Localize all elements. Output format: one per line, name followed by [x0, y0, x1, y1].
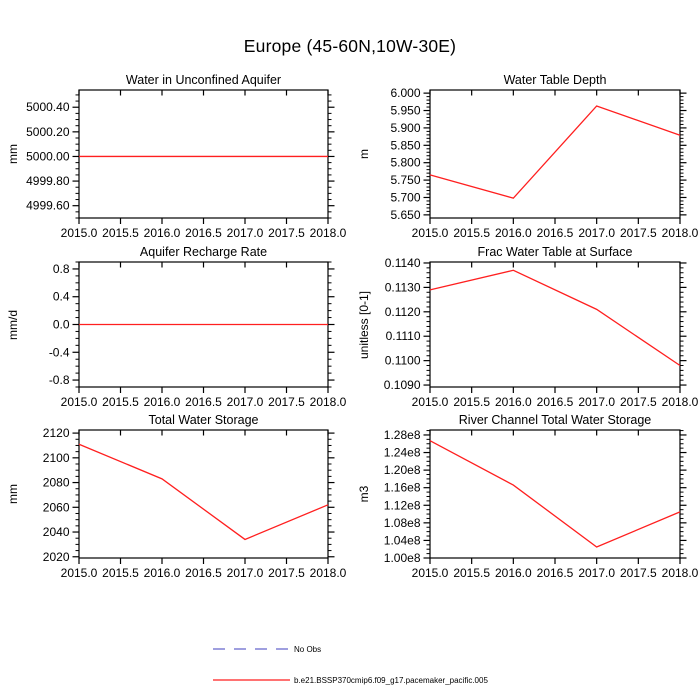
- svg-text:0.1120: 0.1120: [384, 304, 421, 319]
- subplot-aquifer-recharge-rate: [6, 245, 347, 409]
- subplot-river-channel-total-water-storage: [357, 413, 699, 580]
- plot-title: Water Table Depth: [503, 73, 607, 87]
- svg-text:2015.0: 2015.0: [60, 395, 98, 409]
- svg-text:2015.0: 2015.0: [60, 226, 98, 240]
- subplot-water-table-depth: [357, 73, 699, 240]
- svg-text:2017.5: 2017.5: [268, 566, 305, 580]
- svg-text:5000.40: 5000.40: [26, 100, 70, 115]
- svg-text:2017.0: 2017.0: [226, 566, 264, 580]
- svg-text:2016.5: 2016.5: [536, 226, 574, 240]
- svg-text:5.800: 5.800: [390, 155, 421, 170]
- svg-text:2016.0: 2016.0: [143, 566, 181, 580]
- y-axis-label: m3: [357, 485, 371, 503]
- svg-text:1.28e8: 1.28e8: [383, 427, 421, 442]
- svg-text:2017.5: 2017.5: [268, 226, 305, 240]
- svg-text:2015.0: 2015.0: [411, 566, 449, 580]
- plot-area: [390, 86, 699, 240]
- subplot-water-in-unconfined-aquifer: [6, 73, 347, 240]
- svg-text:1.12e8: 1.12e8: [383, 498, 421, 513]
- svg-text:2080: 2080: [42, 475, 70, 490]
- svg-text:1.20e8: 1.20e8: [383, 463, 421, 478]
- svg-text:1.00e8: 1.00e8: [383, 551, 421, 565]
- svg-text:2016.0: 2016.0: [494, 566, 532, 580]
- svg-text:2060: 2060: [42, 500, 70, 515]
- svg-text:2018.0: 2018.0: [309, 395, 347, 409]
- svg-text:0.1090: 0.1090: [383, 378, 421, 393]
- svg-text:2016.0: 2016.0: [494, 395, 532, 409]
- svg-text:0.1130: 0.1130: [384, 280, 421, 295]
- svg-text:2016.5: 2016.5: [536, 566, 574, 580]
- svg-text:2018.0: 2018.0: [661, 566, 699, 580]
- plot-area: [383, 255, 699, 409]
- svg-text:5.750: 5.750: [390, 173, 421, 188]
- svg-text:2120: 2120: [42, 426, 70, 441]
- plot-title: Total Water Storage: [148, 413, 259, 427]
- svg-text:2017.0: 2017.0: [578, 395, 616, 409]
- svg-text:6.000: 6.000: [390, 86, 421, 101]
- svg-text:2015.0: 2015.0: [411, 226, 449, 240]
- svg-text:1.04e8: 1.04e8: [383, 533, 421, 548]
- plot-area: [48, 261, 347, 409]
- y-axis-label: mm/d: [6, 309, 20, 340]
- svg-text:5000.00: 5000.00: [26, 149, 70, 164]
- svg-text:2016.0: 2016.0: [143, 226, 181, 240]
- svg-text:2016.5: 2016.5: [185, 395, 222, 409]
- y-axis-label: mm: [6, 484, 20, 504]
- svg-text:2017.0: 2017.0: [578, 566, 616, 580]
- plot-area: [26, 90, 347, 240]
- svg-text:5000.20: 5000.20: [26, 124, 70, 139]
- plot-area: [42, 426, 347, 580]
- plot-title: River Channel Total Water Storage: [458, 413, 652, 427]
- y-axis-label: mm: [6, 144, 20, 164]
- svg-text:2017.0: 2017.0: [578, 226, 616, 240]
- y-axis-label: unitless [0-1]: [357, 290, 371, 359]
- svg-text:0.0: 0.0: [52, 317, 70, 332]
- model-run-line-icon: [213, 675, 290, 685]
- svg-text:2015.5: 2015.5: [102, 226, 139, 240]
- svg-text:2040: 2040: [42, 525, 70, 540]
- figure-title: Europe (45-60N,10W-30E): [243, 36, 457, 56]
- svg-text:2017.0: 2017.0: [226, 226, 264, 240]
- svg-text:2100: 2100: [42, 450, 70, 465]
- svg-text:2017.5: 2017.5: [619, 566, 657, 580]
- plot-area: [383, 427, 699, 580]
- svg-text:2018.0: 2018.0: [661, 395, 699, 409]
- svg-text:5.650: 5.650: [390, 207, 421, 222]
- svg-text:2015.5: 2015.5: [453, 395, 491, 409]
- no-obs-line-icon: [213, 644, 290, 654]
- legend-label: b.e21.BSSP370cmip6.f09_g17.pacemaker_pacific.005: [294, 675, 488, 685]
- svg-text:1.16e8: 1.16e8: [383, 480, 421, 495]
- plot-title: Aquifer Recharge Rate: [139, 245, 268, 259]
- svg-text:2018.0: 2018.0: [309, 566, 347, 580]
- svg-text:2015.5: 2015.5: [453, 226, 491, 240]
- svg-text:2017.0: 2017.0: [226, 395, 264, 409]
- svg-text:5.850: 5.850: [390, 138, 421, 153]
- svg-text:2020: 2020: [42, 549, 70, 564]
- svg-text:1.08e8: 1.08e8: [383, 515, 421, 530]
- svg-text:2016.0: 2016.0: [143, 395, 181, 409]
- svg-text:0.4: 0.4: [52, 289, 70, 304]
- svg-text:-0.8: -0.8: [48, 373, 70, 388]
- svg-text:0.1140: 0.1140: [384, 255, 421, 270]
- svg-text:4999.60: 4999.60: [26, 198, 70, 213]
- svg-text:2017.5: 2017.5: [619, 226, 657, 240]
- svg-text:5.950: 5.950: [390, 103, 421, 118]
- plot-title: Frac Water Table at Surface: [477, 245, 633, 259]
- svg-text:2017.5: 2017.5: [619, 395, 657, 409]
- svg-text:5.700: 5.700: [390, 190, 421, 205]
- svg-text:2017.5: 2017.5: [268, 395, 305, 409]
- svg-text:2015.5: 2015.5: [102, 395, 139, 409]
- svg-text:2015.5: 2015.5: [102, 566, 139, 580]
- legend-label: No Obs: [294, 644, 322, 654]
- svg-text:2016.0: 2016.0: [494, 226, 532, 240]
- svg-text:2018.0: 2018.0: [309, 226, 347, 240]
- svg-text:5.900: 5.900: [390, 120, 421, 135]
- svg-text:0.1110: 0.1110: [385, 329, 421, 344]
- svg-text:2018.0: 2018.0: [661, 226, 699, 240]
- legend-item-model-run: [213, 675, 488, 685]
- svg-text:2016.5: 2016.5: [185, 566, 222, 580]
- svg-text:2015.0: 2015.0: [411, 395, 449, 409]
- svg-text:2016.5: 2016.5: [185, 226, 222, 240]
- svg-text:0.1100: 0.1100: [384, 353, 421, 368]
- svg-text:-0.4: -0.4: [48, 345, 70, 360]
- plot-title: Water in Unconfined Aquifer: [125, 73, 282, 87]
- svg-text:0.8: 0.8: [52, 261, 70, 276]
- svg-text:2015.0: 2015.0: [60, 566, 98, 580]
- svg-text:2015.5: 2015.5: [453, 566, 491, 580]
- svg-text:4999.80: 4999.80: [26, 174, 70, 189]
- svg-text:2016.5: 2016.5: [536, 395, 574, 409]
- subplot-frac-water-table-at-surface: [357, 245, 699, 409]
- subplot-total-water-storage: [6, 413, 347, 580]
- y-axis-label: m: [357, 149, 371, 159]
- svg-text:1.24e8: 1.24e8: [383, 445, 421, 460]
- legend-item-no-obs: [213, 644, 321, 654]
